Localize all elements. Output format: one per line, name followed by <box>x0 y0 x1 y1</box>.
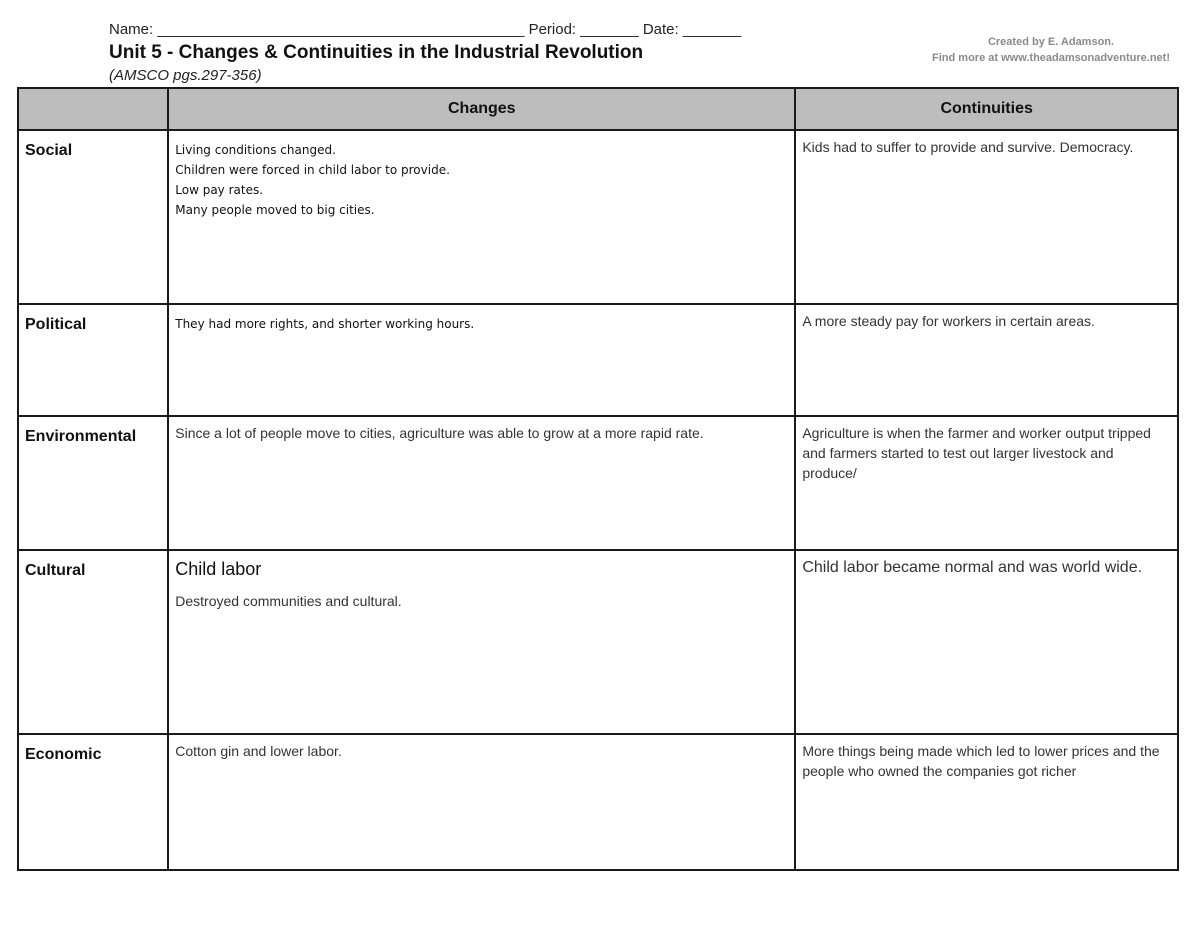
spacer <box>175 581 788 591</box>
changes-cell-political[interactable] <box>168 304 795 416</box>
table-header-row <box>18 88 1178 130</box>
continuities-text: More things being made which led to lower prices and the people who owned the companies got richer <box>802 743 1160 779</box>
table-row-political <box>18 304 1178 416</box>
continuities-text: Child labor became normal and was world wide. <box>802 559 1143 576</box>
changes-text: They had more rights, and shorter working hours. <box>175 317 475 331</box>
continuities-cell-environmental[interactable] <box>795 416 1178 550</box>
changes-continuities-table <box>17 87 1179 871</box>
changes-text: Since a lot of people move to cities, agriculture was able to grow at a more rapid rate. <box>175 425 704 441</box>
row-label-environmental: Environmental <box>18 416 168 550</box>
credit-author: Created by E. Adamson. <box>987 36 1115 48</box>
table-row-social <box>18 130 1178 304</box>
row-label-social: Social <box>18 130 168 304</box>
worksheet-subtitle: (AMSCO pgs.297-356) <box>109 67 262 84</box>
worksheet-title: Unit 5 - Changes & Continuities in the Industrial Revolution <box>109 42 644 63</box>
continuities-text: Agriculture is when the farmer and worker output tripped and farmers started to test out larger livestock and produce/ <box>802 425 1151 481</box>
row-label-cultural: Cultural <box>18 550 168 734</box>
changes-text: Many people moved to big cities. <box>175 203 375 217</box>
credit-website: Find more at www.theadamsonadventure.net! <box>932 52 1170 64</box>
changes-cell-social[interactable] <box>168 130 795 304</box>
changes-cell-environmental[interactable] <box>168 416 795 550</box>
header-continuities: Continuities <box>795 88 1178 130</box>
table-row-environmental <box>18 416 1178 550</box>
table-row-cultural <box>18 550 1178 734</box>
creator-credit <box>932 34 1170 66</box>
continuities-cell-economic[interactable] <box>795 734 1178 870</box>
continuities-cell-political[interactable] <box>795 304 1178 416</box>
changes-cell-cultural[interactable] <box>168 550 795 734</box>
worksheet-header <box>0 0 1200 90</box>
row-label-political: Political <box>18 304 168 416</box>
changes-text: Cotton gin and lower labor. <box>175 743 342 759</box>
continuities-text: A more steady pay for workers in certain areas. <box>802 313 1095 329</box>
changes-text: Low pay rates. <box>175 183 264 197</box>
row-label-economic: Economic <box>18 734 168 870</box>
changes-text: Living conditions changed. <box>175 143 336 157</box>
name-period-date-line: Name: ____________________________________________ Period: _______ Date: _______ <box>109 21 742 38</box>
header-changes: Changes <box>168 88 795 130</box>
changes-cell-economic[interactable] <box>168 734 795 870</box>
continuities-text: Kids had to suffer to provide and survive. Democracy. <box>802 139 1134 155</box>
changes-text: Children were forced in child labor to provide. <box>175 163 450 177</box>
changes-text: Destroyed communities and cultural. <box>175 593 402 609</box>
header-blank-cell <box>18 88 168 130</box>
continuities-cell-social[interactable] <box>795 130 1178 304</box>
continuities-cell-cultural[interactable] <box>795 550 1178 734</box>
changes-heading-text: Child labor <box>175 559 262 579</box>
table-row-economic <box>18 734 1178 870</box>
